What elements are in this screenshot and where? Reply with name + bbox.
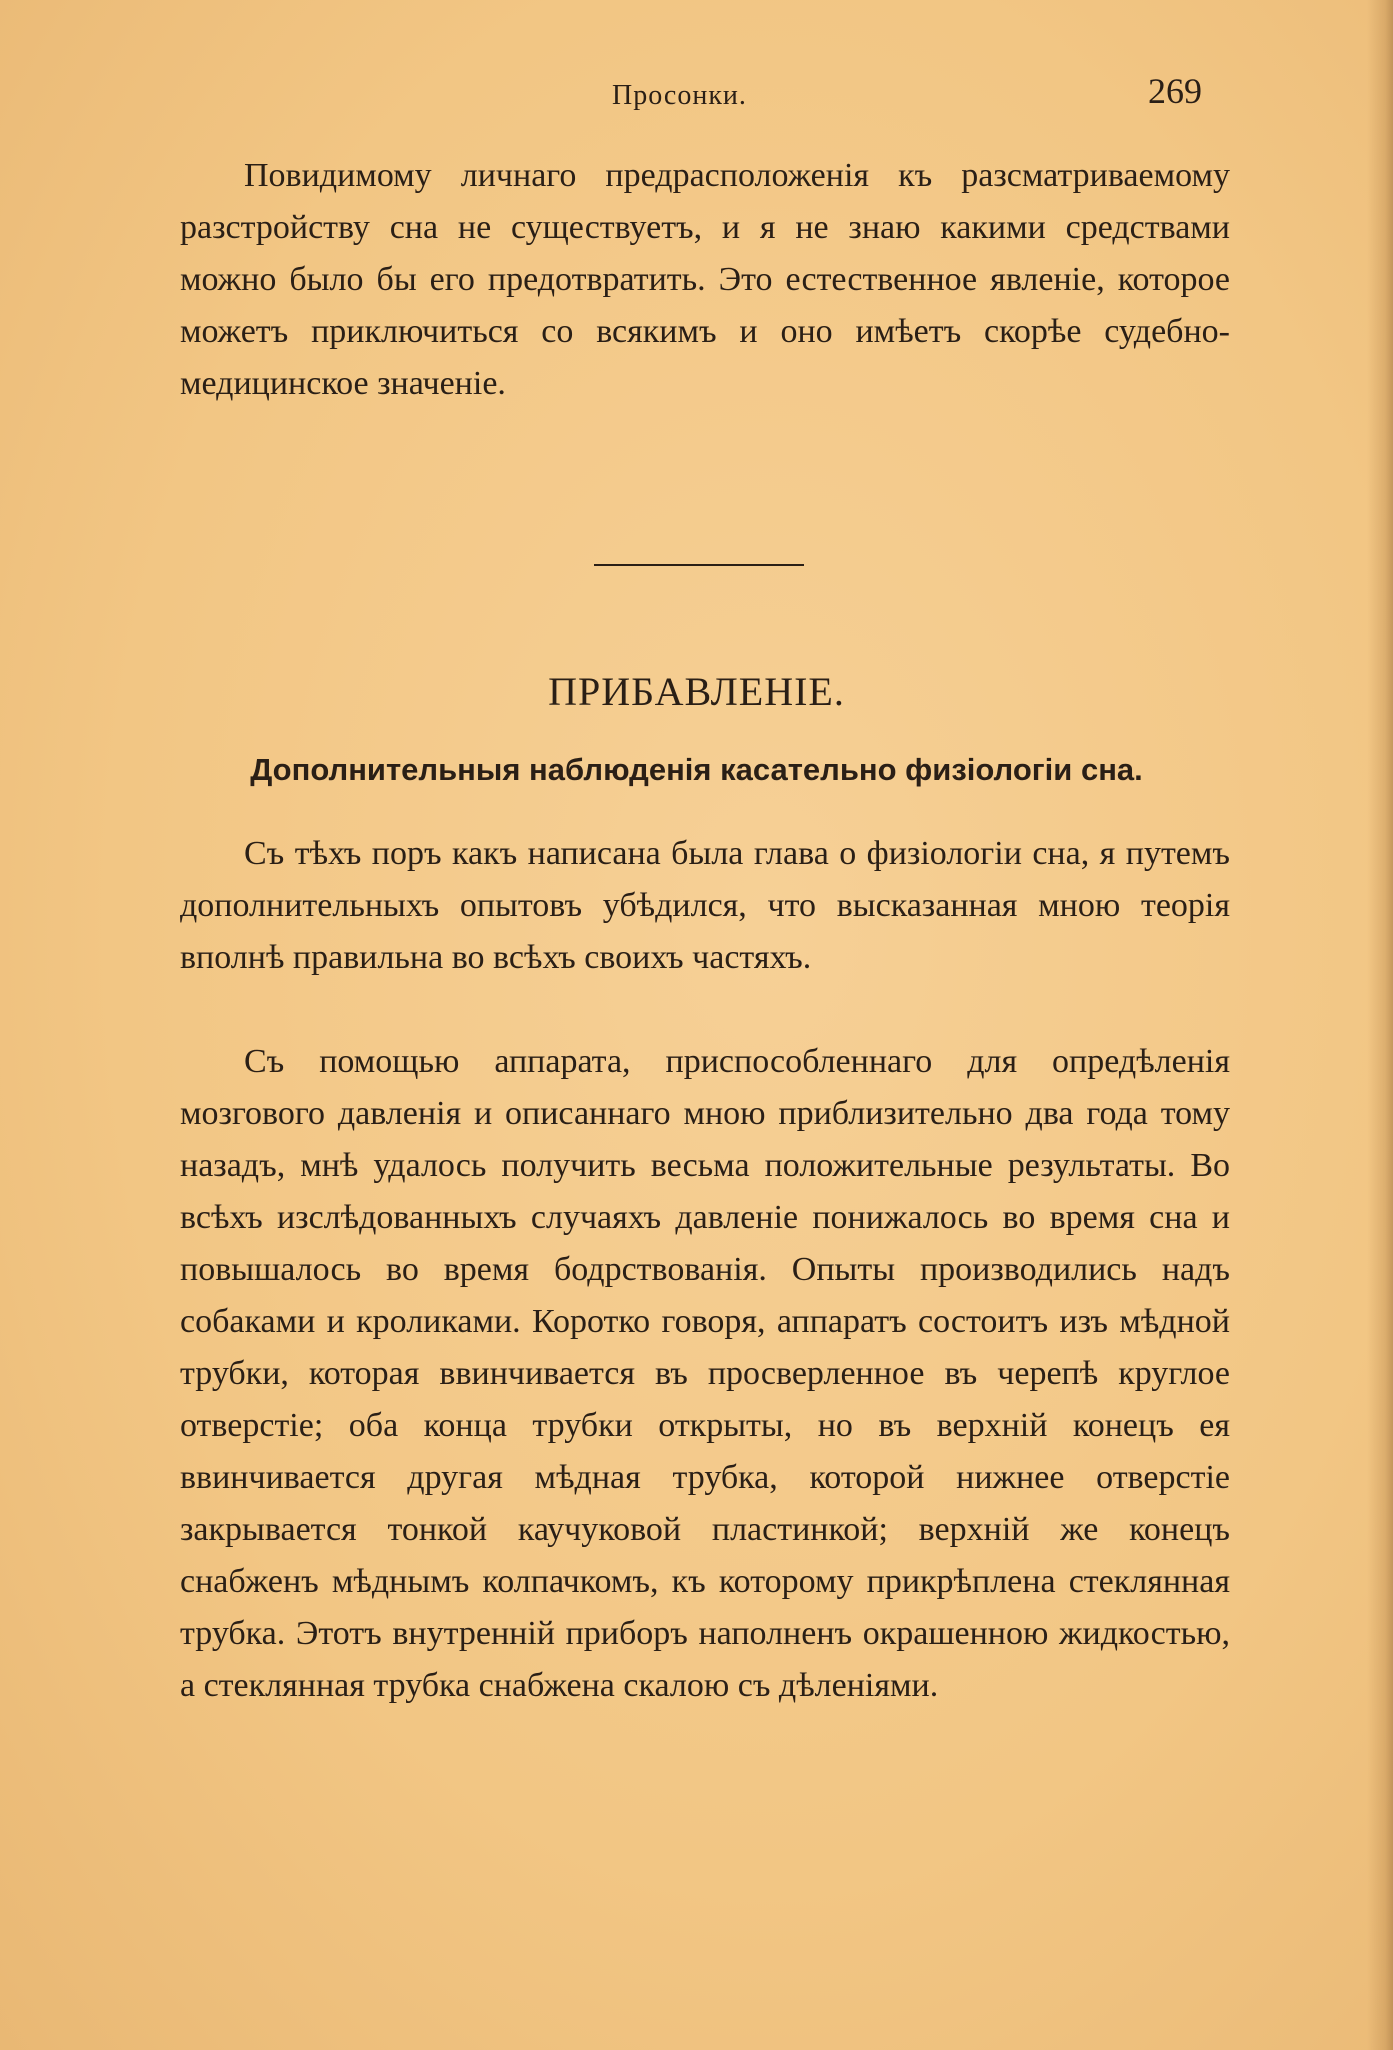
paragraph-2: Съ тѣхъ поръ какъ написана была глава о физіологіи сна, я путемъ дополнительныхъ опытовъ убѣдился, что высказанная мною теорія вполнѣ правильна во всѣхъ своихъ частяхъ.	[180, 835, 1230, 976]
paragraph-3: Съ помощью аппарата, приспособленнаго для опредѣленія мозгового давленія и описаннаго мною приблизительно два года тому назадъ, мнѣ удалось получить весьма положительные результаты. Во всѣхъ изслѣдованныхъ случаяхъ давленіе понижалось во время сна и повышалось во время бодрствованія. Опыты производились надъ собаками и кроликами. Коротко говоря, аппаратъ состоитъ изъ мѣдной трубки, которая ввинчивается въ просверленное въ черепѣ круглое отверстіе; оба конца трубки открыты, но въ верхній конецъ ея ввинчивается другая мѣдная трубка, которой нижнее отверстіе закрывается тонкой каучуковой пластинкой; верхній же конецъ снабженъ мѣднымъ колпачкомъ, къ которому прикрѣплена стеклянная трубка. Этотъ внутренній приборъ наполненъ окрашенною жидкостью, а стеклянная трубка снабжена скалою съ дѣленіями.	[180, 1043, 1230, 1704]
paragraph-1: Повидимому личнаго предрасположенія къ разсматриваемому разстройству сна не существуетъ, и я не знаю какими средствами можно было бы его предотвратить. Это естественное явленіе, которое можетъ приключиться со всякимъ и оно имѣетъ скорѣе судебно-медицинское значеніе.	[180, 157, 1230, 402]
appendix-subtitle: Дополнительныя наблюденія касательно физіологіи сна.	[250, 752, 1143, 787]
section-divider	[594, 564, 804, 566]
appendix-title: ПРИБАВЛЕНІЕ.	[548, 669, 845, 714]
running-title: Просонки.	[612, 80, 747, 111]
page-number: 269	[1148, 71, 1202, 111]
running-head	[0, 70, 1393, 120]
page-edge-shadow	[1367, 0, 1393, 2050]
